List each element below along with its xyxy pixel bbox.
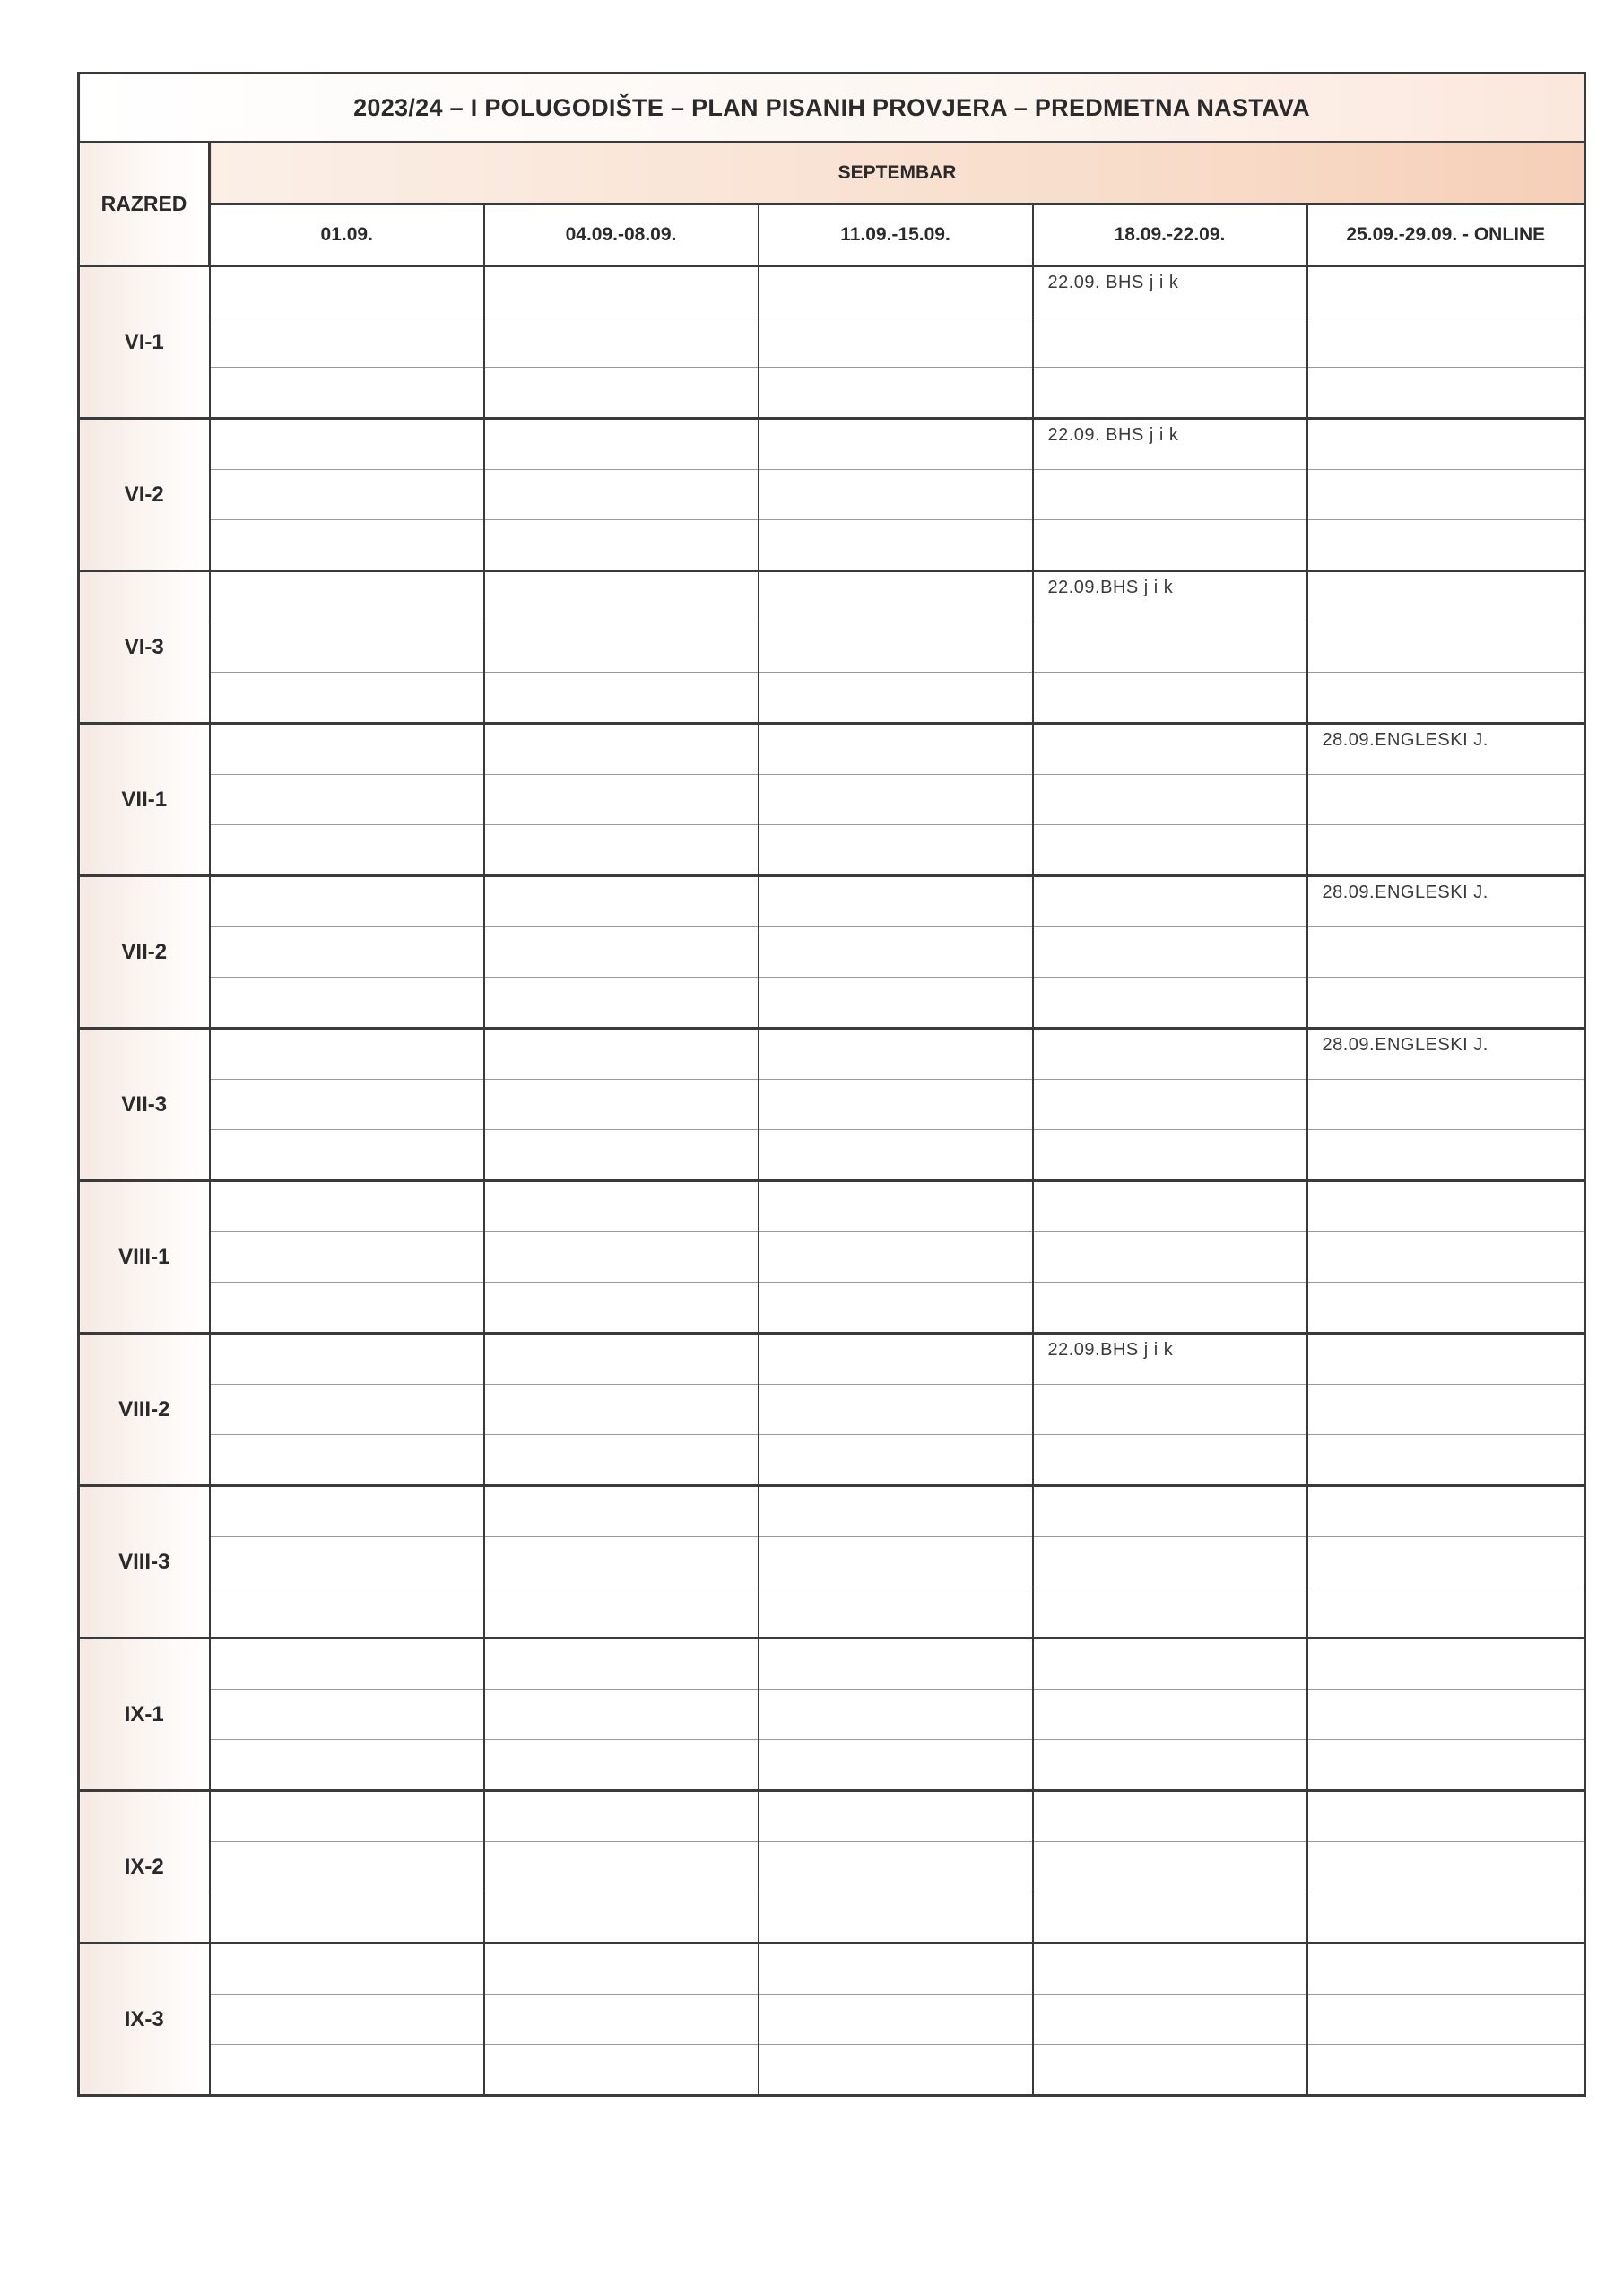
week-header: 11.09.-15.09.: [759, 204, 1033, 266]
exam-slot: [1307, 825, 1585, 876]
exam-entry: 22.09. BHS j i k: [1047, 273, 1179, 292]
exam-slot: [759, 1181, 1033, 1232]
exam-slot: [210, 724, 484, 775]
exam-slot: [210, 317, 484, 368]
class-label: VII-2: [79, 876, 210, 1029]
exam-slot: [210, 1486, 484, 1537]
week-header: 25.09.-29.09. - ONLINE: [1307, 204, 1585, 266]
exam-entry: [211, 420, 483, 425]
exam-slot: [759, 978, 1033, 1029]
exam-entry: [1034, 725, 1306, 730]
class-sub-row: [79, 1181, 1585, 1232]
exam-slot: [759, 673, 1033, 724]
exam-slot: [759, 1740, 1033, 1791]
exam-slot: [759, 1486, 1033, 1537]
exam-slot: [484, 1029, 759, 1080]
class-sub-row: [79, 520, 1585, 571]
exam-entry: [1308, 1944, 1584, 1950]
exam-slot: [1033, 927, 1307, 978]
exam-slot: [1033, 825, 1307, 876]
exam-slot: [759, 1690, 1033, 1740]
exam-entry: [1308, 420, 1584, 425]
exam-entry: [759, 725, 1032, 730]
exam-slot: [210, 470, 484, 520]
exam-slot: [210, 825, 484, 876]
exam-entry: [1034, 1182, 1306, 1187]
exam-slot: [484, 419, 759, 470]
class-sub-row: [79, 1029, 1585, 1080]
exam-slot: [1307, 419, 1585, 470]
exam-slot: [1033, 1995, 1307, 2045]
exam-slot: [1033, 1486, 1307, 1537]
exam-slot: [210, 2045, 484, 2096]
exam-slot: [484, 317, 759, 368]
class-sub-row: [79, 1080, 1585, 1130]
exam-slot: [210, 1639, 484, 1690]
class-rows: [79, 266, 1585, 2096]
class-label: VII-1: [79, 724, 210, 876]
exam-slot: [759, 1944, 1033, 1995]
exam-slot: [484, 368, 759, 419]
exam-entry: [1034, 1792, 1306, 1797]
exam-slot: [759, 1435, 1033, 1486]
exam-slot: [484, 1587, 759, 1639]
exam-entry: [485, 1944, 758, 1950]
class-sub-row: [79, 2045, 1585, 2096]
exam-slot: [1307, 978, 1585, 1029]
exam-entry: 28.09.ENGLESKI J.: [1322, 1035, 1488, 1055]
exam-slot: [1033, 1537, 1307, 1587]
exam-slot: [1033, 1080, 1307, 1130]
class-sub-row: [79, 1130, 1585, 1181]
exam-slot: [484, 571, 759, 622]
exam-slot: [1033, 368, 1307, 419]
exam-slot: [210, 1232, 484, 1283]
exam-slot: [759, 1232, 1033, 1283]
exam-slot: [484, 927, 759, 978]
class-sub-row: [79, 1791, 1585, 1842]
class-label: VI-2: [79, 419, 210, 571]
exam-slot: [1033, 876, 1307, 927]
exam-slot: [759, 622, 1033, 673]
exam-slot: [1033, 419, 1307, 470]
exam-entry: [211, 1335, 483, 1340]
exam-entry: [759, 1792, 1032, 1797]
exam-entry: [1034, 1030, 1306, 1035]
exam-slot: [1307, 927, 1585, 978]
exam-slot: [1307, 1587, 1585, 1639]
exam-slot: [210, 266, 484, 317]
exam-entry: [1308, 1792, 1584, 1797]
exam-slot: [1033, 1385, 1307, 1435]
exam-entry: [759, 1487, 1032, 1492]
exam-slot: [484, 1181, 759, 1232]
exam-entry: [1308, 572, 1584, 578]
exam-slot: [1307, 775, 1585, 825]
exam-entry: [1308, 267, 1584, 273]
exam-slot: [759, 1791, 1033, 1842]
exam-slot: [1033, 1283, 1307, 1334]
class-sub-row: [79, 317, 1585, 368]
class-sub-row: [79, 825, 1585, 876]
exam-slot: [210, 1130, 484, 1181]
exam-slot: [484, 1080, 759, 1130]
exam-entry: [759, 1030, 1032, 1035]
week-header: 04.09.-08.09.: [484, 204, 759, 266]
exam-slot: [1033, 1944, 1307, 1995]
exam-slot: [484, 825, 759, 876]
exam-slot: [1033, 1791, 1307, 1842]
exam-slot: [210, 1740, 484, 1791]
class-label: IX-2: [79, 1791, 210, 1944]
exam-slot: [484, 622, 759, 673]
exam-slot: [484, 1385, 759, 1435]
class-label: IX-3: [79, 1944, 210, 2096]
exam-slot: [1033, 1181, 1307, 1232]
exam-slot: [210, 1080, 484, 1130]
class-label: IX-1: [79, 1639, 210, 1791]
class-label: VII-3: [79, 1029, 210, 1181]
exam-slot: [1033, 978, 1307, 1029]
exam-slot: [759, 1537, 1033, 1587]
exam-entry: [1308, 1182, 1584, 1187]
exam-plan-sheet: [77, 72, 1584, 2092]
exam-slot: [484, 1740, 759, 1791]
class-sub-row: [79, 1995, 1585, 2045]
exam-slot: [1307, 266, 1585, 317]
exam-slot: [210, 419, 484, 470]
class-sub-row: [79, 1283, 1585, 1334]
exam-slot: [1307, 1232, 1585, 1283]
exam-slot: [1033, 1892, 1307, 1944]
exam-slot: [210, 775, 484, 825]
exam-entry: [211, 1030, 483, 1035]
exam-slot: [1307, 470, 1585, 520]
exam-slot: [484, 1486, 759, 1537]
exam-slot: [1033, 571, 1307, 622]
class-sub-row: [79, 470, 1585, 520]
exam-entry: 22.09.BHS j i k: [1047, 578, 1174, 597]
exam-slot: [1033, 724, 1307, 775]
exam-entry: [485, 1792, 758, 1797]
exam-slot: [484, 1995, 759, 2045]
class-label: VI-1: [79, 266, 210, 419]
exam-slot: [484, 520, 759, 571]
class-sub-row: [79, 419, 1585, 470]
exam-slot: [759, 266, 1033, 317]
exam-slot: [759, 825, 1033, 876]
exam-entry: [1308, 1639, 1584, 1645]
exam-entry: [1308, 1335, 1584, 1340]
exam-slot: [759, 2045, 1033, 2096]
class-sub-row: [79, 673, 1585, 724]
exam-slot: [759, 927, 1033, 978]
exam-slot: [759, 1995, 1033, 2045]
exam-slot: [1307, 2045, 1585, 2096]
class-label: VI-3: [79, 571, 210, 724]
exam-slot: [1033, 1690, 1307, 1740]
exam-slot: [210, 1892, 484, 1944]
exam-slot: [1307, 1486, 1585, 1537]
exam-slot: [484, 1690, 759, 1740]
exam-entry: 28.09.ENGLESKI J.: [1322, 730, 1488, 750]
exam-slot: [1033, 1232, 1307, 1283]
class-sub-row: [79, 571, 1585, 622]
exam-slot: [484, 775, 759, 825]
page-title: 2023/24 – I POLUGODIŠTE – PLAN PISANIH PROVJERA – PREDMETNA NASTAVA: [79, 74, 1585, 143]
class-sub-row: [79, 927, 1585, 978]
exam-slot: [210, 1995, 484, 2045]
class-sub-row: [79, 1232, 1585, 1283]
exam-slot: [1307, 1181, 1585, 1232]
exam-slot: [1033, 1639, 1307, 1690]
exam-slot: [210, 978, 484, 1029]
exam-slot: [1307, 520, 1585, 571]
exam-entry: [485, 1639, 758, 1645]
class-sub-row: [79, 1385, 1585, 1435]
exam-slot: [484, 1334, 759, 1385]
exam-entry: [759, 572, 1032, 578]
exam-slot: [210, 1385, 484, 1435]
exam-entry: [485, 725, 758, 730]
exam-slot: [484, 1791, 759, 1842]
exam-slot: [484, 1130, 759, 1181]
exam-entry: [211, 1182, 483, 1187]
exam-entry: [1308, 1487, 1584, 1492]
exam-entry: [1034, 1944, 1306, 1950]
exam-entry: [211, 572, 483, 578]
exam-slot: [1307, 571, 1585, 622]
exam-slot: [1307, 1791, 1585, 1842]
exam-slot: [210, 1690, 484, 1740]
exam-slot: [759, 571, 1033, 622]
exam-slot: [1033, 1130, 1307, 1181]
exam-slot: [210, 1537, 484, 1587]
exam-entry: [211, 267, 483, 273]
exam-slot: [484, 1944, 759, 1995]
exam-entry: [759, 267, 1032, 273]
exam-entry: [1034, 1487, 1306, 1492]
exam-slot: [210, 1944, 484, 1995]
exam-slot: [484, 1232, 759, 1283]
exam-slot: [484, 1842, 759, 1892]
exam-slot: [210, 876, 484, 927]
exam-slot: [1307, 876, 1585, 927]
exam-entry: [759, 420, 1032, 425]
exam-slot: [484, 1639, 759, 1690]
exam-slot: [759, 470, 1033, 520]
exam-slot: [1307, 1892, 1585, 1944]
exam-slot: [759, 419, 1033, 470]
exam-slot: [484, 1892, 759, 1944]
exam-slot: [1307, 673, 1585, 724]
exam-slot: [1307, 1740, 1585, 1791]
exam-slot: [210, 927, 484, 978]
exam-entry: [1034, 877, 1306, 883]
exam-slot: [1307, 317, 1585, 368]
exam-entry: [759, 1335, 1032, 1340]
exam-entry: [485, 572, 758, 578]
exam-slot: [759, 876, 1033, 927]
exam-slot: [210, 368, 484, 419]
exam-slot: [759, 520, 1033, 571]
exam-slot: [759, 1639, 1033, 1690]
exam-entry: 22.09.BHS j i k: [1047, 1340, 1174, 1360]
exam-slot: [210, 1435, 484, 1486]
exam-slot: [759, 1385, 1033, 1435]
exam-entry: [211, 1792, 483, 1797]
exam-slot: [484, 1283, 759, 1334]
exam-slot: [484, 673, 759, 724]
exam-slot: [1307, 1385, 1585, 1435]
exam-slot: [1307, 1334, 1585, 1385]
exam-slot: [1033, 470, 1307, 520]
month-header: SEPTEMBAR: [210, 143, 1585, 204]
exam-slot: [210, 1587, 484, 1639]
exam-slot: [210, 1791, 484, 1842]
class-sub-row: [79, 1435, 1585, 1486]
exam-slot: [759, 317, 1033, 368]
exam-slot: [484, 876, 759, 927]
exam-slot: [484, 1435, 759, 1486]
exam-slot: [1033, 1587, 1307, 1639]
exam-entry: [1034, 1639, 1306, 1645]
class-sub-row: [79, 1944, 1585, 1995]
class-sub-row: [79, 775, 1585, 825]
exam-slot: [1307, 368, 1585, 419]
exam-entry: [485, 1182, 758, 1187]
exam-slot: [210, 1283, 484, 1334]
exam-slot: [759, 1029, 1033, 1080]
exam-slot: [210, 1842, 484, 1892]
exam-slot: [1033, 1334, 1307, 1385]
class-sub-row: [79, 1639, 1585, 1690]
exam-slot: [1307, 1842, 1585, 1892]
exam-slot: [1033, 775, 1307, 825]
exam-slot: [759, 1283, 1033, 1334]
exam-slot: [484, 1537, 759, 1587]
exam-slot: [759, 775, 1033, 825]
exam-slot: [1307, 622, 1585, 673]
exam-slot: [1307, 1080, 1585, 1130]
exam-slot: [759, 368, 1033, 419]
exam-entry: [211, 877, 483, 883]
week-header: 18.09.-22.09.: [1033, 204, 1307, 266]
exam-slot: [484, 978, 759, 1029]
class-sub-row: [79, 1486, 1585, 1537]
exam-slot: [1307, 1639, 1585, 1690]
class-sub-row: [79, 368, 1585, 419]
exam-entry: [211, 1487, 483, 1492]
exam-slot: [210, 520, 484, 571]
exam-slot: [759, 724, 1033, 775]
exam-slot: [1307, 1944, 1585, 1995]
exam-slot: [1033, 2045, 1307, 2096]
class-sub-row: [79, 1334, 1585, 1385]
exam-slot: [1307, 1995, 1585, 2045]
exam-slot: [210, 673, 484, 724]
exam-slot: [1033, 520, 1307, 571]
class-sub-row: [79, 1690, 1585, 1740]
exam-slot: [1307, 724, 1585, 775]
exam-entry: [485, 1030, 758, 1035]
exam-plan-table: [77, 72, 1586, 2097]
exam-slot: [759, 1842, 1033, 1892]
exam-entry: [759, 1182, 1032, 1187]
exam-entry: [211, 725, 483, 730]
exam-slot: [1033, 1435, 1307, 1486]
exam-slot: [1033, 1029, 1307, 1080]
exam-slot: [1307, 1130, 1585, 1181]
class-label: VIII-2: [79, 1334, 210, 1486]
class-sub-row: [79, 978, 1585, 1029]
week-header: 01.09.: [210, 204, 484, 266]
exam-entry: [485, 267, 758, 273]
exam-slot: [1033, 317, 1307, 368]
class-sub-row: [79, 1892, 1585, 1944]
class-sub-row: [79, 266, 1585, 317]
exam-entry: [759, 1639, 1032, 1645]
razred-header: RAZRED: [79, 143, 210, 266]
exam-entry: [485, 1335, 758, 1340]
exam-slot: [484, 470, 759, 520]
class-sub-row: [79, 1587, 1585, 1639]
exam-slot: [484, 724, 759, 775]
exam-entry: 22.09. BHS j i k: [1047, 425, 1179, 445]
class-sub-row: [79, 1842, 1585, 1892]
exam-slot: [1033, 622, 1307, 673]
exam-slot: [1307, 1537, 1585, 1587]
exam-slot: [1033, 266, 1307, 317]
exam-slot: [210, 1029, 484, 1080]
class-sub-row: [79, 876, 1585, 927]
exam-slot: [484, 2045, 759, 2096]
exam-entry: [759, 877, 1032, 883]
exam-slot: [759, 1080, 1033, 1130]
class-sub-row: [79, 1740, 1585, 1791]
class-label: VIII-3: [79, 1486, 210, 1639]
class-sub-row: [79, 724, 1585, 775]
exam-slot: [1033, 1842, 1307, 1892]
exam-entry: [211, 1639, 483, 1645]
class-sub-row: [79, 1537, 1585, 1587]
exam-slot: [759, 1334, 1033, 1385]
exam-slot: [1307, 1029, 1585, 1080]
exam-slot: [484, 266, 759, 317]
exam-slot: [759, 1892, 1033, 1944]
class-sub-row: [79, 622, 1585, 673]
exam-slot: [210, 1181, 484, 1232]
exam-slot: [759, 1587, 1033, 1639]
exam-entry: 28.09.ENGLESKI J.: [1322, 883, 1488, 902]
exam-entry: [485, 877, 758, 883]
exam-entry: [485, 420, 758, 425]
exam-slot: [1033, 1740, 1307, 1791]
exam-slot: [759, 1130, 1033, 1181]
exam-entry: [485, 1487, 758, 1492]
exam-slot: [1033, 673, 1307, 724]
exam-slot: [210, 571, 484, 622]
exam-entry: [759, 1944, 1032, 1950]
exam-slot: [1307, 1690, 1585, 1740]
class-label: VIII-1: [79, 1181, 210, 1334]
exam-entry: [211, 1944, 483, 1950]
exam-slot: [210, 1334, 484, 1385]
exam-slot: [210, 622, 484, 673]
exam-slot: [1307, 1435, 1585, 1486]
exam-slot: [1307, 1283, 1585, 1334]
